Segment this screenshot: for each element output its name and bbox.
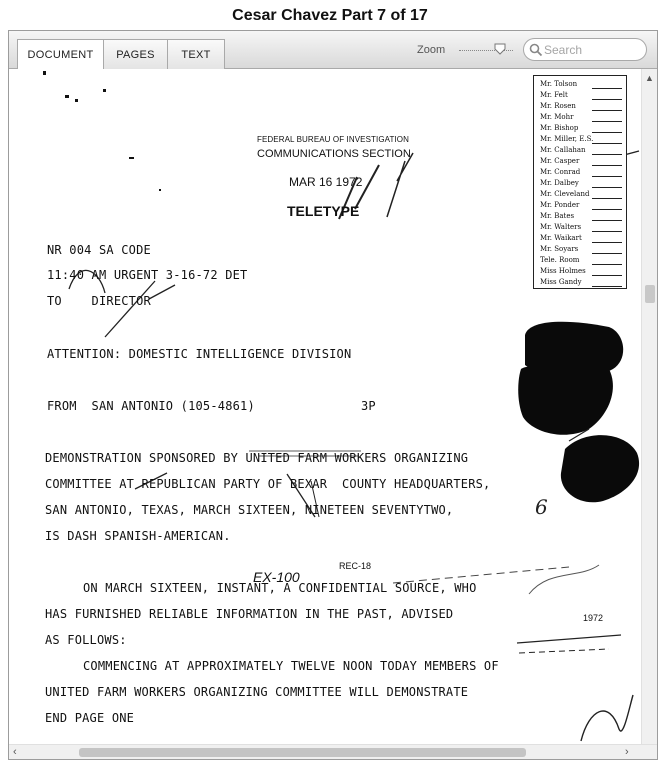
zoom-slider[interactable] (459, 41, 513, 59)
doc-line-from: FROM SAN ANTONIO (105-4861) (47, 399, 255, 413)
routing-entry-line (592, 121, 622, 122)
routing-entry: Mr. Dalbey (540, 179, 579, 187)
routing-entry: Mr. Miller, E.S. (540, 135, 594, 143)
zoom-label: Zoom (417, 44, 446, 56)
margin-number: 6 (535, 495, 548, 519)
scroll-left-icon[interactable]: ‹ (13, 746, 17, 758)
routing-entry: Mr. Cleveland (540, 190, 590, 198)
routing-entry: Mr. Bishop (540, 124, 579, 132)
routing-entry-line (592, 154, 622, 155)
routing-entry: Mr. Mohr (540, 113, 574, 121)
routing-entry-line (592, 264, 622, 265)
doc-line-p10: END PAGE ONE (45, 711, 135, 725)
horizontal-scrollbar[interactable] (9, 744, 657, 759)
routing-entry-line (592, 176, 622, 177)
doc-line-from-suffix: 3P (361, 399, 376, 413)
routing-entry: Mr. Rosen (540, 102, 576, 110)
routing-entry-line (592, 143, 622, 144)
doc-line-p9: UNITED FARM WORKERS ORGANIZING COMMITTEE WILL DEMONSTRATE (45, 685, 469, 699)
routing-entry: Mr. Callahan (540, 146, 586, 154)
doc-line-p4: IS DASH SPANISH-AMERICAN. (45, 529, 231, 543)
rec-stamp: REC-18 (339, 561, 372, 571)
page-title: Cesar Chavez Part 7 of 17 (232, 7, 428, 24)
tab-pages[interactable]: PAGES (103, 39, 168, 70)
section-header: COMMUNICATIONS SECTION (257, 148, 411, 160)
routing-entry-line (592, 110, 622, 111)
routing-entry: Miss Gandy (540, 278, 582, 286)
doc-line-time: 11:40 AM URGENT 3-16-72 DET (47, 268, 248, 282)
file-number-stamp: EX-100 (253, 569, 300, 585)
horizontal-scroll-thumb[interactable] (79, 748, 526, 757)
routing-entry-line (592, 275, 622, 276)
routing-entry-line (592, 132, 622, 133)
routing-entry: Mr. Walters (540, 223, 582, 231)
teletype-stamp: TELETYPE (287, 203, 360, 219)
routing-entry: Mr. Casper (540, 157, 580, 165)
agency-header: FEDERAL BUREAU OF INVESTIGATION (257, 135, 410, 144)
routing-entry: Mr. Bates (540, 212, 575, 220)
date-stamp: MAR 16 1972 (289, 175, 363, 189)
scroll-up-icon[interactable]: ▲ (645, 73, 654, 83)
doc-line-p6: HAS FURNISHED RELIABLE INFORMATION IN THE PAST, ADVISED (45, 607, 454, 621)
search-input[interactable] (544, 42, 640, 58)
routing-entry-line (592, 165, 622, 166)
search-icon (529, 43, 543, 57)
routing-entry-line (592, 220, 622, 221)
document-page (9, 69, 641, 744)
doc-line-p7: AS FOLLOWS: (45, 633, 127, 647)
routing-entry-line (592, 209, 622, 210)
doc-line-attention: ATTENTION: DOMESTIC INTELLIGENCE DIVISION (47, 347, 352, 361)
search-box[interactable] (523, 38, 647, 61)
doc-line-p3: SAN ANTONIO, TEXAS, MARCH SIXTEEN, NINETEEN SEVENTYTWO, (45, 503, 454, 517)
doc-line-p5: ON MARCH SIXTEEN, INSTANT, A CONFIDENTIAL SOURCE, WHO (83, 581, 477, 595)
scroll-right-icon[interactable]: › (625, 746, 629, 758)
routing-entry-line (592, 286, 622, 287)
routing-entry: Tele. Room (540, 256, 580, 264)
routing-slip (533, 75, 627, 289)
routing-entry: Mr. Waikart (540, 234, 582, 242)
tab-document[interactable]: DOCUMENT (17, 39, 104, 70)
vertical-scroll-thumb[interactable] (645, 285, 655, 303)
zoom-thumb[interactable] (494, 43, 506, 55)
doc-line-nr: NR 004 SA CODE (47, 243, 151, 257)
doc-line-p8: COMMENCING AT APPROXIMATELY TWELVE NOON TODAY MEMBERS OF (83, 659, 499, 673)
vertical-scrollbar[interactable] (641, 69, 657, 744)
routing-entry-line (592, 242, 622, 243)
filed-date-stamp: 1972 (583, 613, 604, 623)
routing-entry: Mr. Felt (540, 91, 568, 99)
routing-entry: Miss Holmes (540, 267, 586, 275)
doc-line-p2: COMMITTEE AT REPUBLICAN PARTY OF BEXAR COUNTY HEADQUARTERS, (45, 477, 491, 491)
routing-entry-line (592, 231, 622, 232)
routing-entry: Mr. Conrad (540, 168, 581, 176)
routing-entry-line (592, 99, 622, 100)
document-viewer (8, 30, 658, 760)
routing-entry: Mr. Soyars (540, 245, 579, 253)
doc-line-p1: DEMONSTRATION SPONSORED BY UNITED FARM WORKERS ORGANIZING (45, 451, 469, 465)
routing-entry-line (592, 198, 622, 199)
routing-entry: Mr. Ponder (540, 201, 580, 209)
viewer-toolbar (9, 31, 657, 69)
routing-entry-line (592, 88, 622, 89)
routing-entry-line (592, 253, 622, 254)
routing-entry: Mr. Tolson (540, 80, 578, 88)
routing-entry-line (592, 187, 622, 188)
doc-line-to: TO DIRECTOR (47, 294, 151, 308)
tab-text[interactable]: TEXT (167, 39, 225, 70)
